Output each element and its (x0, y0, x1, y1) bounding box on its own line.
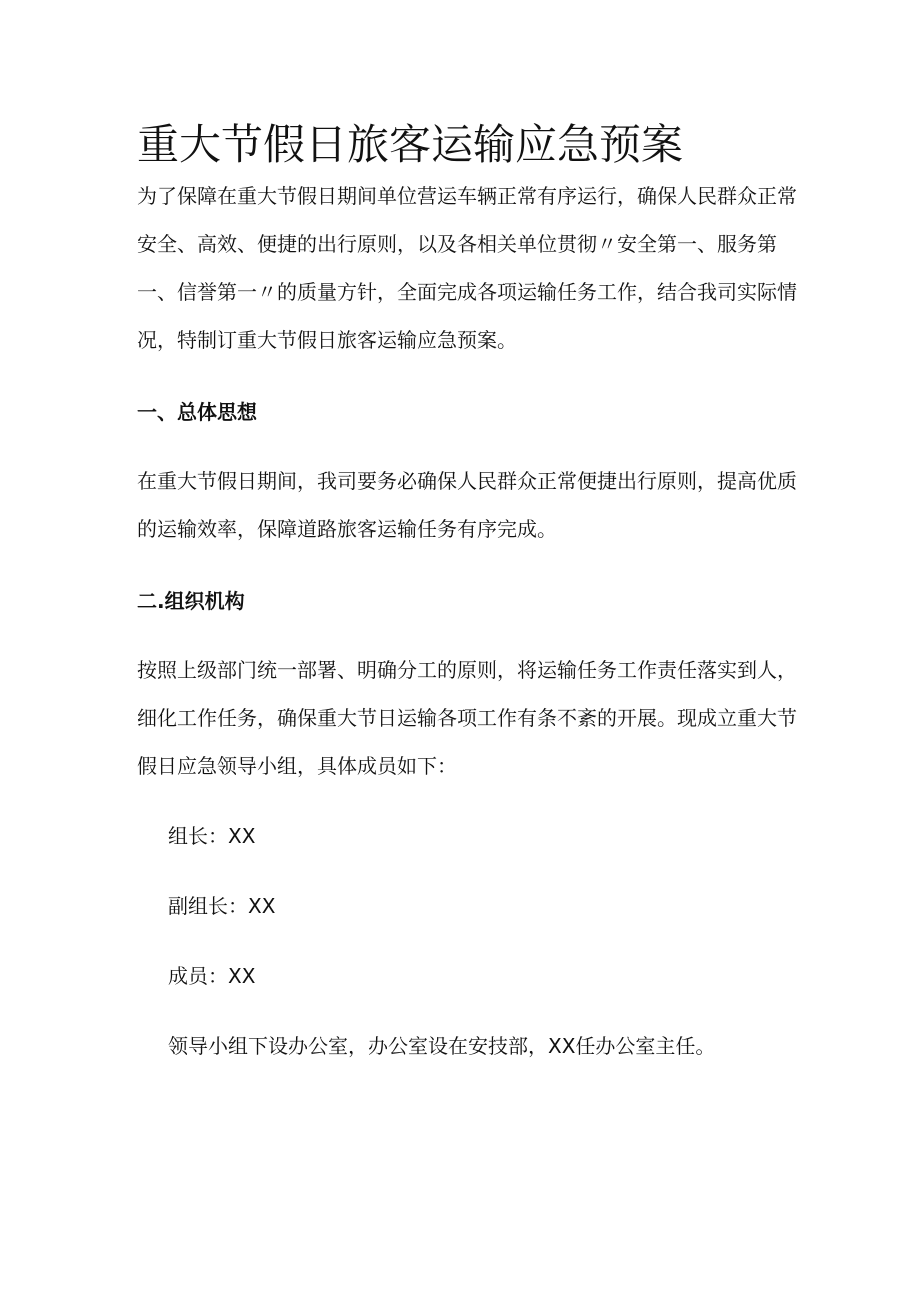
section-body-overall-idea: 在重大节假日期间，我司要务必确保人民群众正常便捷出行原则，提高优质的运输效率，保障道路旅客运输任务有序完成。 (137, 469, 797, 541)
section-heading-organization: 二.组织机构 (137, 589, 245, 613)
section-heading-overall-idea: 一、总体思想 (137, 400, 257, 424)
member-members: 成员：XX (168, 964, 256, 988)
member-leader: 组长：XX (168, 824, 256, 848)
office-note: 领导小组下设办公室，办公室设在安技部，XX任办公室主任。 (168, 1034, 716, 1058)
section-body-organization: 按照上级部门统一部署、明确分工的原则，将运输任务工作责任落实到人，细化工作任务，确保重大节日运输各项工作有条不紊的开展。现成立重大节假日应急领导小组，具体成员如下： (137, 658, 797, 778)
intro-paragraph: 为了保障在重大节假日期间单位营运车辆正常有序运行，确保人民群众正常安全、高效、便捷的出行原则，以及各相关单位贯彻〃安全第一、服务第一、信誉第一〃的质量方针，全面完成各项运输任务工作，结合我司实际情况，特制订重大节假日旅客运输应急预案。 (137, 184, 797, 352)
member-deputy-leader: 副组长：XX (168, 894, 276, 918)
document-title: 重大节假日旅客运输应急预案 (137, 120, 684, 169)
